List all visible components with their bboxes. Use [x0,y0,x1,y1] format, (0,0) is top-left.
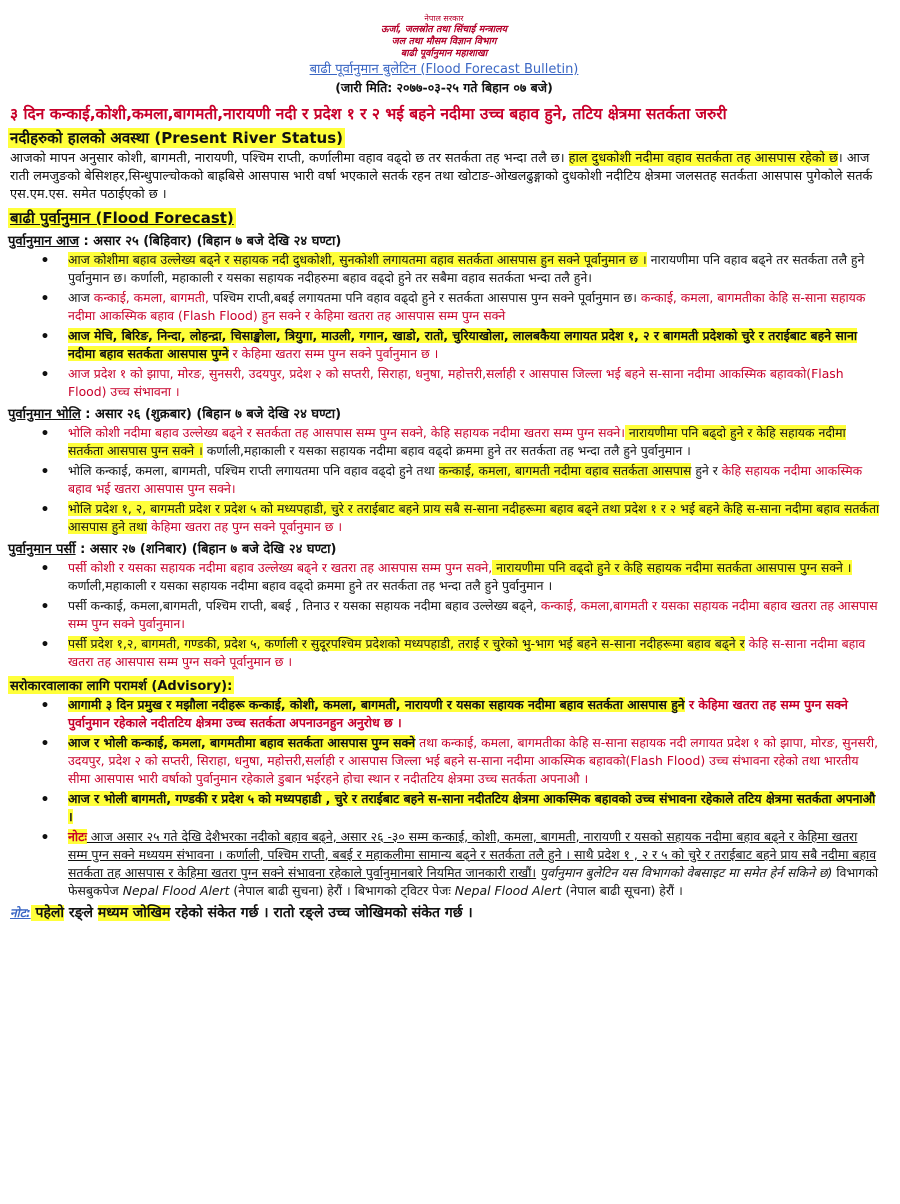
division-name: बाढी पूर्वानुमान महाशाखा [400,47,488,59]
bullet-icon: • [40,560,50,577]
item-text: केहिमा खतरा तह पुग्न सक्ने पूर्वानुमान छ । [147,518,343,534]
list-item [8,327,880,363]
item-text: भोलि कन्काई, कमला, बागमती, पश्चिम राप्ती लगायतमा पनि वहाव वढ्दो हुने तथा [68,462,439,478]
item-text: कन्काई, कमला, बागमती, [93,289,209,305]
list-item [8,696,880,732]
bullet-icon: • [40,366,50,383]
item-text: भोलि कोशी नदीमा बहाव उल्लेख्य बढ्ने र सतर्कता तह आसपास सम्म पुग्न सक्ने, केहि सहायक नदीमा खतरा सम्म पुग्न सक्ने। [68,424,625,440]
item-text: तथा कन्काई, कमला, बागमतीका केहि स-साना सहायक नदी लगायत प्रदेश १ को झापा, मोरङ, सुनसरी, उदयपुर, प्रदेश २ को सप्तरी, सिराहा, धनुषा, महोत्तरी,सर्लाही र आसपास जिल्ला भई बहने स-साना नदीमा आकस्मिक बहावको(Flash Flood) उच्च संभावना रहेको तथा भारतीय सीमा आसपास भारी वर्षाको पुर्वानुमान रहेकाले डुबान भईरहने होचा स्थान र नदीतटिय क्षेत्रमा उच्च सतर्कता अपनाऔ । [68,734,879,786]
advisory-list [8,696,880,900]
bullet-icon: • [40,463,50,480]
bulletin-title: बाढी पूर्वानुमान बुलेटिन (Flood Forecast Bulletin) [309,61,579,77]
department-name: जल तथा मौसम विज्ञान विभाग [391,35,497,47]
item-text: नारायणीमा पनि वहाव बढ्ने तर सतर्कता तलै हुने पुर्वानुमान छ। कर्णाली, महाकाली र यसका सहायक नदीहरुमा बहाव वढ्दो हुने तर सबैमा वहाव सतर्कता भन्दा तलै हुने। [68,251,865,285]
list-item [8,251,880,287]
ministry-name: ऊर्जा, जलस्रोत तथा सिंचाई मन्त्रालय [380,24,508,35]
item-text: र केहिमा खतरा सम्म पुग्न सक्ने पुर्वानुमान छ । [228,345,439,361]
bullet-icon: • [40,252,50,269]
bullet-icon: • [40,290,50,307]
list-item [8,790,880,826]
facebook-page-name: Nepal Flood Alert [122,882,230,898]
footer-note-label: नोट: [10,906,31,921]
headline: ३ दिन कन्काई,कोशी,कमला,बागमती,नारायणी नदी र प्रदेश १ र २ भई बहने नदीमा उच्च बहाव हुने, तटिय क्षेत्रमा सतर्कता जरुरी [10,104,727,123]
item-text: कन्काई, कमला,बागमती र यसका सहायक नदीमा बहाव खतरा तह आसपास सम्म पुग्न सक्ने पुर्वानुमान। [68,597,878,631]
item-text: पर्सी प्रदेश १,२, बागमती, गण्डकी, प्रदेश ५, कर्णाली र सुदूरपश्चिम प्रदेशको मध्यपहाडी, तराई र चुरेको भु-भाग भई बहने स-साना नदीहरूमा बहाव बढ्ने र [68,635,745,651]
forecast-tomorrow-heading [8,404,880,422]
item-text: कन्काई, कमला, बागमती नदीमा वहाव सतर्कता आसपास [438,462,692,478]
bulletin-header [8,14,880,96]
bullet-icon: • [40,829,50,846]
list-item [8,365,880,401]
note-label: नोटः [68,828,87,844]
river-status-title: नदीहरुको हालको अवस्था (Present River Status) [10,128,343,147]
forecast-today-list [8,251,880,401]
bullet-icon: • [40,425,50,442]
item-text: कर्णाली,महाकाली र यसका सहायक नदीमा बहाव वढ्दो क्रममा हुने तर सतर्कता तह भन्दा तलै हुने पुर्वानुमान । [68,577,553,593]
bullet-icon: • [40,636,50,653]
item-text: आज कोशीमा बहाव उल्लेख्य बढ्ने र सहायक नदी दुधकोशी, सुनकोशी लगायतमा वहाव सतर्कता आसपास हुन सक्ने पूर्वानुमान छ । [68,251,647,267]
forecast-title: बाढी पुर्वानुमान (Flood Forecast) [10,208,234,227]
item-text: आज मेचि, बिरिङ, निन्दा, लोहन्द्रा, चिसाङ्खोला, त्रियुगा, माउली, गगान, खाडो, रातो, चुरियाखोला, लालबकैया लगायत प्रदेश १, २ र बागमती प्रदेशको चुरे र तराईबाट बहने साना नदीमा बहाव सतर्कता आसपास पुग्ने [68,327,858,361]
forecast-tomorrow-detail: : असार २६ (शुक्रबार) (बिहान ७ बजे देखि २४ घण्टा) [80,406,342,422]
list-item [8,559,880,595]
bullet-icon: • [40,501,50,518]
item-text: आज प्रदेश १ को झापा, मोरङ, सुनसरी, उदयपुर, प्रदेश २ को सप्तरी, सिराहा, धनुषा, महोत्तरी,सर्लाही र आसपास जिल्ला भई बहने स-साना नदीमा आकस्मिक बहावको(Flash Flood) उच्च संभावना । [68,365,844,399]
gov-name: नेपाल सरकार [424,14,464,23]
river-status-text [10,150,880,204]
bullet-icon: • [40,735,50,752]
item-text: केहि सहायक नदीमा आकस्मिक बहाव भई खतरा आसपास पुग्न सक्ने। [68,462,863,496]
item-text: भोलि प्रदेश १, २, बागमती प्रदेश र प्रदेश ५ को मध्यपहाडी, चुरे र तराईबाट बहने प्राय सबै स-साना नदीहरूमा बहाव बढ्ने तथा प्रदेश १ र २ भई बहने केहि स-साना नदीमा बहाव सतर्कता आसपास हुने तथा [68,500,880,534]
item-text: पर्सी कोशी र यसका सहायक नदीमा बहाव उल्लेख्य बढ्ने र खतरा तह आसपास सम्म पुग्न सक्ने, [68,559,493,575]
river-status-part: । आज राती लमजुङको बेसिशहर,सिन्धुपाल्चोकको बाह्रबिसे आसपास भारी वर्षा भएकाले सतर्क रहन तथा खोटाङ-ओखलढुङ्गाको दुधकोशी नदीटिय क्षेत्रमा जलसतह सतर्कता आसपास पुगेकोले सतर्क एस.एम.एस. समेत पठाईएको छ । [10,150,873,202]
forecast-dayafter-list [8,559,880,671]
item-text: कर्णाली,महाकाली र यसका सहायक नदीमा बहाव वढ्दो क्रममा हुने तर सतर्कता तह भन्दा तलै हुने पुर्वानुमान । [202,442,691,458]
footer-note [10,903,880,922]
item-text: र केहिमा खतरा तह सम्म पुग्न सक्ने पुर्वानुमान रहेकाले नदीतटिय क्षेत्रमा उच्च सतर्कता अपनाउनहुन अनुरोध छ । [68,696,848,730]
forecast-dayafter-detail: : असार २७ (शनिबार) (बिहान ७ बजे देखि २४ घण्टा) [75,541,337,557]
forecast-today-detail: : असार २५ (बिहिवार) (बिहान ७ बजे देखि २४ घण्टा) [79,233,342,249]
item-text: आगामी ३ दिन प्रमुख र मझौला नदीहरू कन्काई, कोशी, कमला, बागमती, नारायणी र यसका सहायक नदीमा बहाव सतर्कता आसपास हुने [68,696,685,712]
list-item [8,289,880,325]
item-text: आज र भोली कन्काई, कमला, बागमतीमा बहाव सतर्कता आसपास पुग्न सक्ने [68,734,416,750]
river-status-highlight: हाल दुधकोशी नदीमा वहाव सतर्कता तह आसपास रहेको छ [568,150,838,166]
forecast-dayafter-heading [8,539,880,557]
footer-yellow-word: पहेलो [30,905,65,922]
forecast-dayafter-label: पुर्वानुमान पर्सी [8,541,76,557]
item-text: पर्सी कन्काई, कमला,बागमती, पश्चिम राप्ती, बबई , तिनाउ र यसका सहायक नदीमा बहाव उल्लेख्य बढ्ने, [68,597,541,613]
footer-text: रङ्ले [64,905,98,922]
bullet-icon: • [40,598,50,615]
item-text: केहि स-साना नदीमा बहाव खतरा तह आसपास सम्म पुग्न सक्ने पूर्वानुमान छ । [68,635,866,669]
item-text: आज असार २५ गते देखि देशैभरका नदीको बहाव बढ्ने, असार २६ -३० सम्म कन्काई, कोशी, कमला, बागमती, नारायणी र यसको सहायक नदीमा बहाव बढ्ने र केहिमा खतरा सम्म पुग्न सक्ने मध्ययम संभावना । कर्णाली, पश्चिम राप्ती, बबई र महाकलीमा सामान्य बढ्ने र सतर्कता तलै हुने । साथै प्रदेश १ , २ र ५ को चुरे र तराईबाट बहने प्राय सबै नदीमा बहाव सतर्कता तह आसपास र केहिमा खतरा पुग्न सक्ने संभावना रहेकाले पुर्वानुमानबारे नियमित जानकारी राखौं। [68,828,877,880]
item-text: (नेपाल बाढी सूचना) हेरौं । [561,882,683,898]
issue-date: (जारी मिति: २०७७-०३-२५ गते बिहान ०७ बजे) [335,79,553,95]
bullet-icon: • [40,697,50,714]
item-text: आज र भोली बागमती, गण्डकी र प्रदेश ५ को मध्यपहाडी , चुरे र तराईबाट बहने स-साना नदीतटिय क्षेत्रमा आकस्मिक बहावको उच्च संभावना रहेकाले तटिय क्षेत्रमा सतर्कता अपनाऔ । [68,790,876,824]
item-text: आज [68,289,94,305]
forecast-today-label: पुर्वानुमान आज [8,233,80,249]
forecast-today-heading [8,231,880,249]
forecast-tomorrow-label: पुर्वानुमान भोलि [8,406,81,422]
twitter-page-name: Nepal Flood Alert [454,882,562,898]
list-item [8,500,880,536]
list-item [8,734,880,788]
river-status-part: आजको मापन अनुसार कोशी, बागमती, नारायणी, पश्चिम राप्ती, कर्णालीमा वहाव वढ्दो छ तर सतर्कता तह भन्दा तलै छ। [10,150,569,166]
item-text: नारायणीमा पनि वढ्दो हुने र केहि सहायक नदीमा सतर्कता आसपास पुग्न सक्ने । [492,559,852,575]
item-text: कन्काई, कमला, बागमतीका केहि स-साना सहायक नदीमा आकस्मिक बहाव (Flash Flood) हुन सक्ने र केहिमा खतरा तह आसपास सम्म पुग्न सक्ने [68,289,866,323]
item-text: हुने र [691,462,722,478]
item-text: पश्चिम राप्ती,बबई लगायतमा पनि वहाव वढ्दो हुने र सतर्कता आसपास पुग्न सक्ने पूर्वानुमान छ। [208,289,641,305]
list-item [8,828,880,900]
footer-yellow-risk: मध्यम जोखिम [97,905,171,922]
forecast-tomorrow-list [8,424,880,536]
item-text: पुर्वानुमान बुलेटिन यस विभागको वेबसाइट मा समेत हेर्न सकिने छ) [536,864,833,880]
list-item [8,424,880,460]
bullet-icon: • [40,328,50,345]
footer-text: रहेको संकेत गर्छ । रातो रङ्ले उच्च जोखिमको संकेत गर्छ । [170,905,473,922]
list-item [8,597,880,633]
list-item [8,635,880,671]
item-text: विभागको फेसबुकपेज [68,864,879,898]
bullet-icon: • [40,791,50,808]
item-text: नारायणीमा पनि बढ्दो हुने र केहि सहायक नदीमा सतर्कता आसपास पुग्न सक्ने । [68,424,846,458]
item-text: (नेपाल बाढी सुचना) हेरौं । बिभागको ट्विटर पेजः [229,882,455,898]
advisory-title: सरोकारवालाका लागि परामर्श (Advisory): [8,676,234,694]
list-item [8,462,880,498]
